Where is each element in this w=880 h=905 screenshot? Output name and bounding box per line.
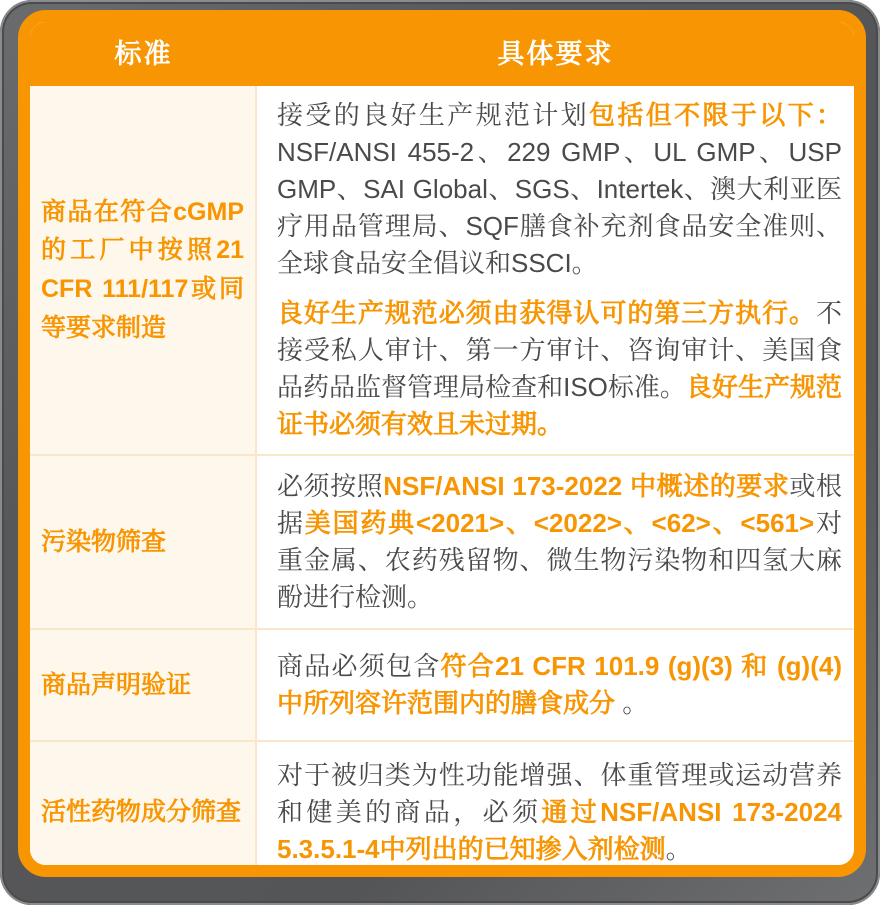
requirement-paragraph [277,468,842,616]
body-text: NSF/ANSI 455-2、229 GMP、UL GMP、USP GMP、SAI Global、SGS、Intertek、澳大利亚医疗用品管理局、SQF膳食补充剂食品安全准则、全球食品安全倡议和SSCI。 [277,136,842,278]
requirement-paragraph [277,295,842,443]
table-row [30,628,854,740]
highlight-text: 通过NSF/ANSI 173-2024 5.3.5.1-4中列出的已知掺入剂检测 [277,796,842,864]
body-text: 接受的良好生产规范计划 [277,99,590,130]
requirement-cell [257,742,854,877]
body-text: 商品必须包含 [277,651,441,682]
header-standard: 标准 [114,38,173,69]
requirement-paragraph [277,97,842,282]
table-body [30,86,854,877]
standard-cell [30,630,257,740]
standard-cell [30,456,257,628]
standard-label: 污染物筛查 [41,527,167,556]
standard-label: 商品声明验证 [41,670,192,699]
body-text: 。 [665,833,692,864]
requirements-table [18,10,866,877]
standard-cell [30,742,257,877]
table-row [30,454,854,628]
highlight-text: 美国药典<2021>、<2022>、<62>、<561> [304,508,815,539]
requirement-paragraph [277,757,842,868]
body-text: 对于被归类为性功能增强、体重管理或运动营养和健美的商品，必须 [277,760,842,827]
standard-label: 商品在符合cGMP的工厂中按照21 CFR 111/117或同等要求制造 [41,197,244,342]
body-text: 必须按照 [277,471,384,502]
body-text: 对重金属、农药残留物、微生物污染物和四氢大麻酚进行检测。 [277,508,842,612]
requirement-cell [257,86,854,454]
table-row [30,740,854,877]
highlight-text: 符合21 CFR 101.9 (g)(3) 和 (g)(4) 中所列容许范围内的膳食成分 [277,651,842,718]
highlight-text: NSF/ANSI 173-2022 中概述的要求 [383,471,790,502]
requirement-paragraph [277,648,842,722]
requirement-cell [257,630,854,740]
standard-cell [30,86,257,454]
table-header-row [30,22,854,86]
table-row [30,86,854,454]
requirement-cell [257,456,854,628]
highlight-text: 良好生产规范必须由获得认可的第三方执行。 [277,298,816,329]
header-requirement: 具体要求 [497,38,614,69]
body-text: 。 [615,688,649,718]
body-text: 不接受私人审计、第一方审计、咨询审计、美国食品药品监督管理局检查和ISO标准。 [277,298,842,403]
standard-label: 活性药物成分筛查 [41,797,242,826]
highlight-text: 包括但不限于以下： [589,99,842,130]
highlight-text: 良好生产规范证书必须有效且未过期。 [277,372,842,440]
body-text: 或根据 [277,471,842,539]
